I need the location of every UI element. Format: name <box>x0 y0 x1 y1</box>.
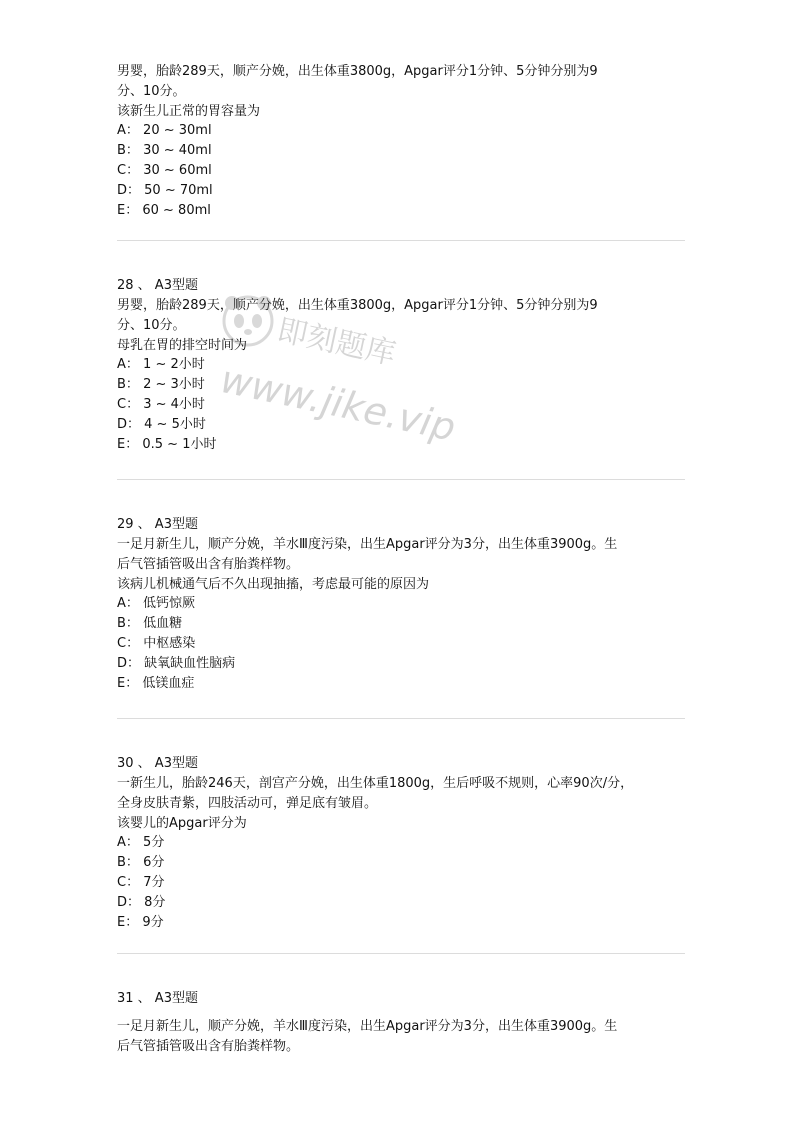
option-b: B： 6分 <box>117 855 165 871</box>
option-b: B： 2 ~ 3小时 <box>117 377 205 393</box>
divider <box>117 479 685 480</box>
question-block <box>117 515 687 693</box>
watermark-url: www.jike.vip <box>216 357 460 450</box>
question-stem-line: 分、10分。 <box>117 83 186 99</box>
question-stem-line: 一足月新生儿，顺产分娩，羊水Ⅲ度污染，出生Apgar评分为3分，出生体重3900g。生 <box>117 537 618 552</box>
option-d: D： 缺氧缺血性脑病 <box>117 655 236 671</box>
watermark-brand: 即刻题库 <box>274 312 399 373</box>
question-header: 28 、 A3型题 <box>117 278 198 293</box>
option-c: C： 7分 <box>117 874 165 890</box>
option-d: D： 8分 <box>117 894 166 910</box>
option-d: D： 50 ~ 70ml <box>117 182 213 198</box>
option-c: C： 30 ~ 60ml <box>117 162 212 178</box>
question-block <box>117 989 687 1057</box>
question-header: 30 、 A3型题 <box>117 756 198 771</box>
option-c: C： 3 ~ 4小时 <box>117 396 205 412</box>
question-prompt: 母乳在胃的排空时间为 <box>117 337 248 353</box>
question-stem-line: 一足月新生儿，顺产分娩，羊水Ⅲ度污染，出生Apgar评分为3分，出生体重3900g。生 <box>117 1019 618 1034</box>
question-prompt: 该婴儿的Apgar评分为 <box>117 815 247 831</box>
question-stem-line: 男婴，胎龄289天，顺产分娩，出生体重3800g，Apgar评分1分钟、5分钟分别为9 <box>117 64 598 79</box>
option-e: E： 低镁血症 <box>117 675 195 691</box>
option-c: C： 中枢感染 <box>117 635 196 651</box>
question-stem-line: 全身皮肤青紫，四肢活动可，弹足底有皱眉。 <box>117 795 378 811</box>
question-prompt: 该病儿机械通气后不久出现抽搐，考虑最可能的原因为 <box>117 576 430 592</box>
option-a: A： 低钙惊厥 <box>117 596 196 612</box>
question-stem-line: 后气管插管吸出含有胎粪样物。 <box>117 556 300 572</box>
question-block <box>117 62 687 220</box>
question-header: 29 、 A3型题 <box>117 517 198 532</box>
option-b: B： 30 ~ 40ml <box>117 143 212 159</box>
option-e: E： 9分 <box>117 914 164 930</box>
question-stem-line: 后气管插管吸出含有胎粪样物。 <box>117 1038 300 1054</box>
question-stem-line: 男婴，胎龄289天，顺产分娩，出生体重3800g，Apgar评分1分钟、5分钟分别为9 <box>117 298 598 313</box>
question-stem-line: 分、10分。 <box>117 317 186 333</box>
question-block <box>117 276 687 454</box>
divider <box>117 240 685 241</box>
question-stem-line: 一新生儿，胎龄246天，剖宫产分娩，出生体重1800g，生后呼吸不规则，心率90次/分， <box>117 776 634 791</box>
option-e: E： 0.5 ~ 1小时 <box>117 436 217 452</box>
option-e: E： 60 ~ 80ml <box>117 202 211 218</box>
option-b: B： 低血糖 <box>117 616 183 632</box>
option-a: A： 20 ~ 30ml <box>117 123 212 139</box>
option-d: D： 4 ~ 5小时 <box>117 416 206 432</box>
question-prompt: 该新生儿正常的胃容量为 <box>117 103 261 119</box>
divider <box>117 953 685 954</box>
question-header: 31 、 A3型题 <box>117 991 198 1006</box>
option-a: A： 1 ~ 2小时 <box>117 357 205 373</box>
option-a: A： 5分 <box>117 835 165 851</box>
divider <box>117 718 685 719</box>
question-block <box>117 754 687 932</box>
